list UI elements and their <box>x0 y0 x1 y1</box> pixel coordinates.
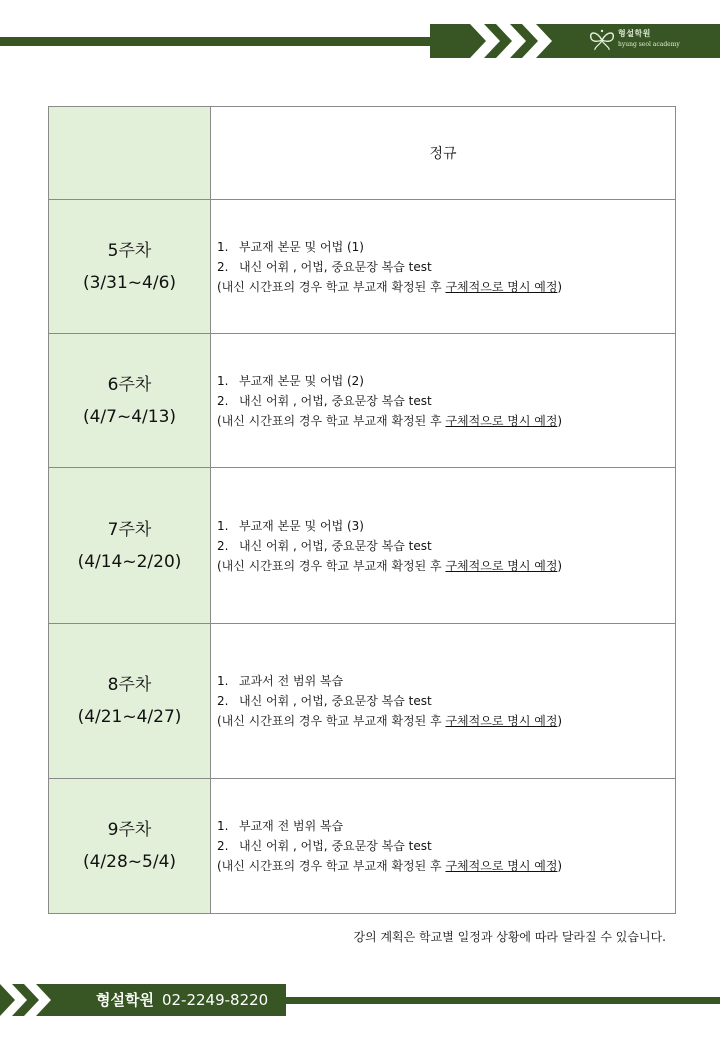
column-header-regular: 정규 <box>211 107 676 200</box>
academy-logo <box>588 26 718 56</box>
table-header-row <box>49 107 676 200</box>
header-rule <box>0 37 440 46</box>
table-row <box>49 200 676 334</box>
plan-note: (내신 시간표의 경우 학교 부교재 확정된 후 구체적으로 명시 예정) <box>217 714 563 728</box>
plan-item-2: 2. 내신 어휘 , 어법, 중요문장 복습 test <box>217 393 432 408</box>
footer-phone: 02-2249-8220 <box>161 991 269 1009</box>
week-cell <box>49 468 211 624</box>
plan-item-2: 2. 내신 어휘 , 어법, 중요문장 복습 test <box>217 694 432 708</box>
footer-academy-name: 형설학원 <box>96 991 154 1009</box>
week-label: 5주차 <box>107 240 152 261</box>
footer-contact <box>96 989 268 1010</box>
chevron-arrows-icon <box>0 984 70 1016</box>
week-date-range: (4/14~2/20) <box>77 551 182 572</box>
logo-name: 형설학원 <box>618 29 651 38</box>
logo-subtitle: hyung seol academy <box>618 41 680 48</box>
header-blank-cell <box>49 107 211 200</box>
schedule-table <box>48 106 676 914</box>
week-cell <box>49 779 211 914</box>
plan-cell <box>211 624 676 779</box>
plan-cell <box>211 468 676 624</box>
plan-item-2: 2. 내신 어휘 , 어법, 중요문장 복습 test <box>217 259 432 274</box>
week-date-range: (4/7~4/13) <box>82 406 177 427</box>
week-date-range: (4/28~5/4) <box>82 852 177 872</box>
plan-note: (내신 시간표의 경우 학교 부교재 확정된 후 구체적으로 명시 예정) <box>217 279 563 294</box>
week-cell <box>49 334 211 468</box>
plan-cell <box>211 334 676 468</box>
chevron-arrows-icon <box>470 24 560 58</box>
plan-item-2: 2. 내신 어휘 , 어법, 중요문장 복습 test <box>217 839 432 853</box>
plan-item-1: 1. 부교재 본문 및 어법 (3) <box>217 518 364 533</box>
plan-item-1: 1. 부교재 전 범위 복습 <box>217 819 344 833</box>
table-row <box>49 779 676 914</box>
schedule-disclaimer: 강의 계획은 학교별 일정과 상황에 따라 달라질 수 있습니다. <box>353 930 666 944</box>
table-row <box>49 334 676 468</box>
plan-note: (내신 시간표의 경우 학교 부교재 확정된 후 구체적으로 명시 예정) <box>217 859 563 873</box>
footer-rule <box>270 997 720 1004</box>
plan-item-1: 1. 부교재 본문 및 어법 (1) <box>217 239 364 254</box>
week-label: 9주차 <box>107 820 152 840</box>
week-cell <box>49 624 211 779</box>
butterfly-logo-icon <box>588 28 616 52</box>
plan-cell <box>211 779 676 914</box>
week-label: 8주차 <box>107 675 152 695</box>
table-row <box>49 624 676 779</box>
plan-item-2: 2. 내신 어휘 , 어법, 중요문장 복습 test <box>217 538 432 553</box>
table-row <box>49 468 676 624</box>
plan-item-1: 1. 교과서 전 범위 복습 <box>217 674 344 688</box>
plan-note: (내신 시간표의 경우 학교 부교재 확정된 후 구체적으로 명시 예정) <box>217 413 563 428</box>
week-cell <box>49 200 211 334</box>
week-label: 6주차 <box>107 374 152 395</box>
week-date-range: (4/21~4/27) <box>77 707 182 727</box>
plan-note: (내신 시간표의 경우 학교 부교재 확정된 후 구체적으로 명시 예정) <box>217 558 563 573</box>
plan-cell <box>211 200 676 334</box>
week-label: 7주차 <box>107 519 152 540</box>
week-date-range: (3/31~4/6) <box>82 272 177 293</box>
plan-item-1: 1. 부교재 본문 및 어법 (2) <box>217 373 364 388</box>
